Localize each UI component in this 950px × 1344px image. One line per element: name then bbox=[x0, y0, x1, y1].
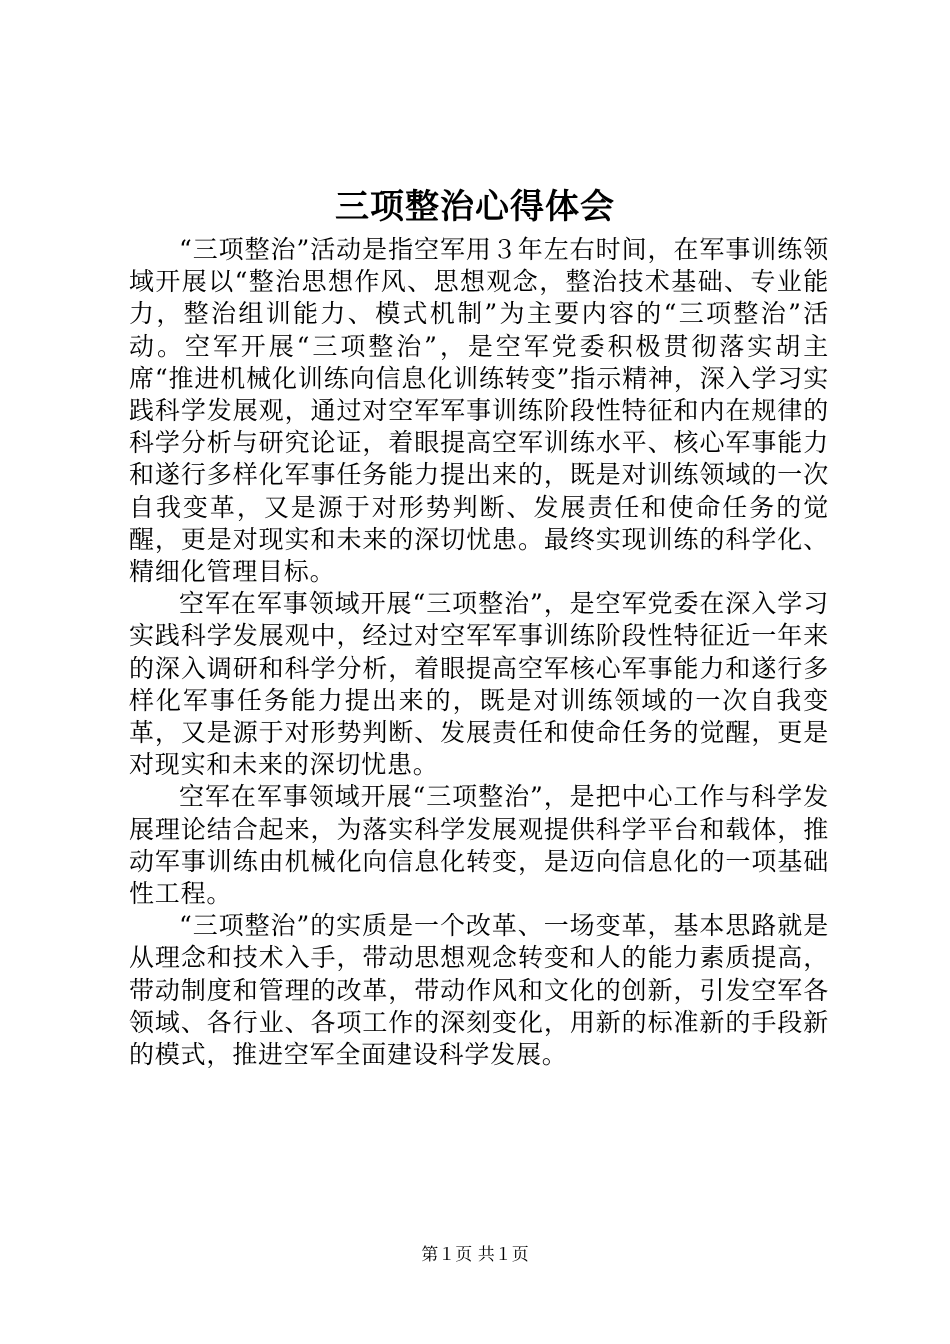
paragraph-4: “三项整治”的实质是一个改革、一场变革，基本思路就是从理念和技术入手，带动思想观念转变和人的能力素质提高，带动制度和管理的改革，带动作风和文化的创新，引发空军各领域、各行业、各项工作的深刻变化，用新的标准新的手段新的模式，推进空军全面建设科学发展。 bbox=[129, 911, 829, 1070]
page-footer: 第１页 共１页 bbox=[421, 1245, 529, 1265]
document-title: 三项整治心得体会 bbox=[335, 187, 615, 227]
paragraph-3: 空军在军事领域开展“三项整治”，是把中心工作与科学发展理论结合起来，为落实科学发展观提供科学平台和载体，推动军事训练由机械化向信息化转变，是迈向信息化的一项基础性工程。 bbox=[129, 782, 829, 909]
paragraph-2: 空军在军事领域开展“三项整治”，是空军党委在深入学习实践科学发展观中，经过对空军军事训练阶段性特征近一年来的深入调研和科学分析，着眼提高空军核心军事能力和遂行多样化军事任务能力提出来的，既是对训练领域的一次自我变革，又是源于对形势判断、发展责任和使命任务的觉醒，更是对现实和未来的深切忧患。 bbox=[129, 589, 829, 780]
document-body bbox=[129, 234, 829, 1071]
paragraph-1: “三项整治”活动是指空军用３年左右时间，在军事训练领域开展以“整治思想作风、思想观念，整治技术基础、专业能力，整治组训能力、模式机制”为主要内容的“三项整治”活动。空军开展“三项整治”，是空军党委积极贯彻落实胡主席“推进机械化训练向信息化训练转变”指示精神，深入学习实践科学发展观，通过对空军军事训练阶段性特征和内在规律的科学分析与研究论证，着眼提高空军训练水平、核心军事能力和遂行多样化军事任务能力提出来的，既是对训练领域的一次自我变革，又是源于对形势判断、发展责任和使命任务的觉醒，更是对现实和未来的深切忧患。最终实现训练的科学化、精细化管理目标。 bbox=[129, 235, 829, 587]
